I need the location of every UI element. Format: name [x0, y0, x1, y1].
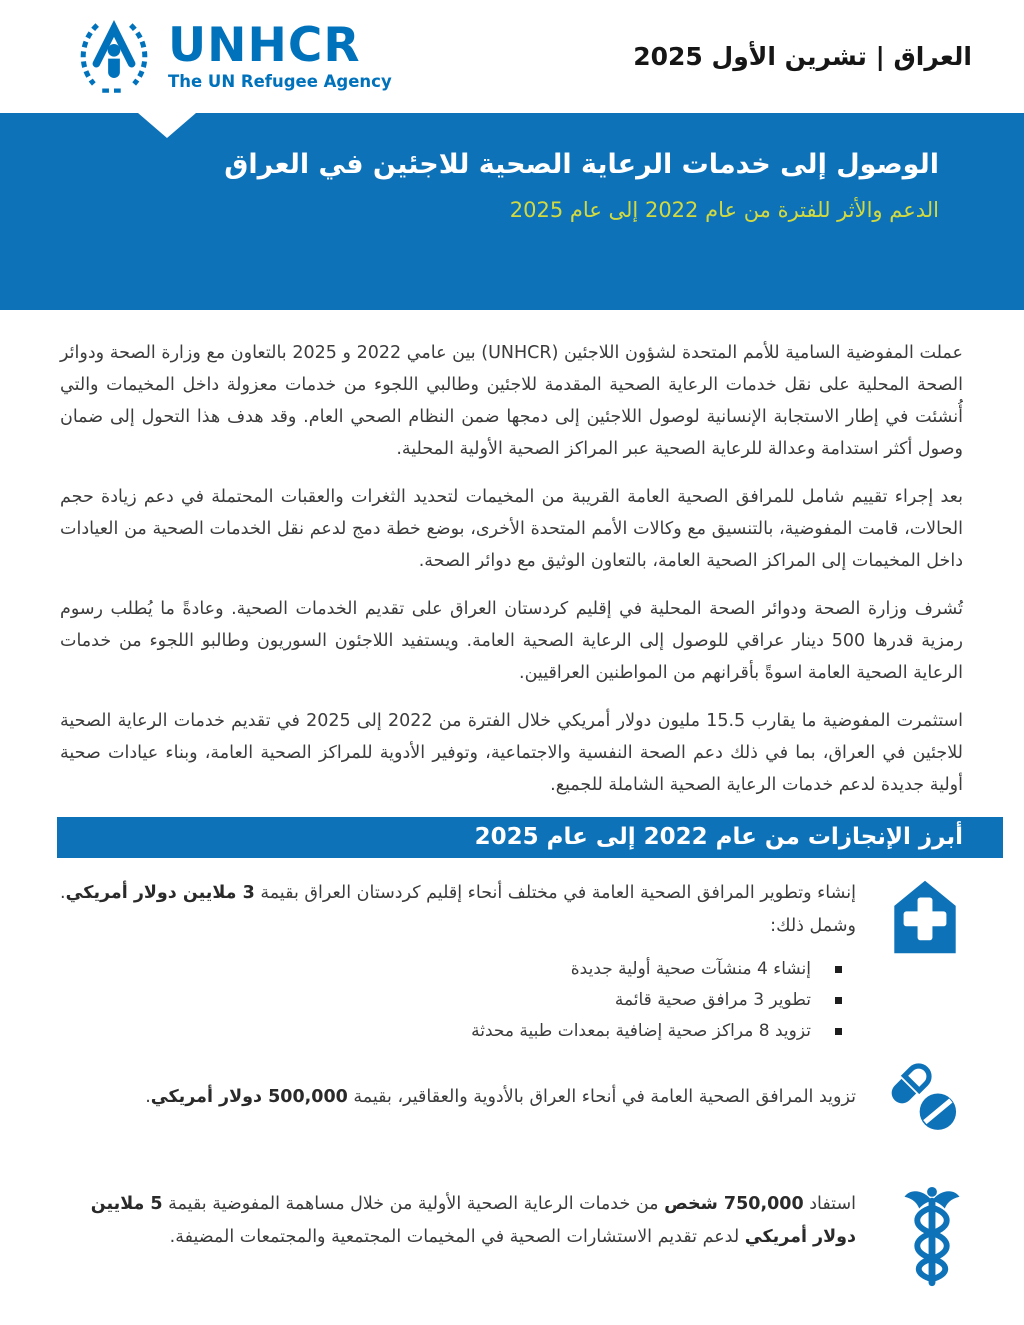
achievement-item-medicines	[60, 1056, 963, 1138]
text-segment: .	[145, 1086, 151, 1107]
bullet-marker	[835, 997, 842, 1004]
achievement-icon-col	[878, 1184, 963, 1292]
text-segment: . وشمل ذلك:	[59, 883, 856, 936]
amount-highlight: 750,000 شخص	[664, 1194, 804, 1214]
text-segment: من خدمات الرعاية الصحية الأولية من خلال مساهمة المفوضية بقيمة	[162, 1194, 665, 1214]
pills-icon	[885, 1056, 963, 1138]
text-segment: لدعم تقديم الاستشارات الصحية في المخيمات المجتمعية والمجتمعات المضيفة.	[169, 1227, 745, 1247]
page-subtitle: الدعم والأثر للفترة من عام 2022 إلى عام 2025	[509, 198, 939, 223]
bullet-marker	[835, 966, 842, 973]
list-item	[60, 954, 842, 984]
bullet-marker	[835, 1028, 842, 1035]
bullet-text: إنشاء 4 منشآت صحية أولية جديدة	[570, 959, 811, 979]
achievement-item-facilities	[60, 877, 963, 1047]
achievement-bullet-list	[60, 954, 856, 1046]
section-header-bar	[57, 817, 1003, 858]
list-item	[60, 1016, 842, 1046]
banner-notch	[138, 113, 196, 138]
achievement-text	[60, 1081, 856, 1114]
paragraph: تُشرف وزارة الصحة ودوائر الصحة المحلية في إقليم كردستان العراق على تقديم الخدمات الصحية. وعادةً ما يُطلب رسوم رمزية قدرها 500 دينار عراقي للوصول إلى الرعاية الصحية العامة. ويستفيد اللاجئون السوريون وطالبو اللجوء من خدمات الرعاية الصحية العامة اسوةً بأقرانهم من المواطنين العراقيين.	[60, 599, 964, 683]
list-item	[60, 985, 842, 1015]
text-segment: إنشاء وتطوير المرافق الصحية العامة في مختلف أنحاء إقليم كردستان العراق بقيمة	[254, 883, 856, 903]
achievement-text	[60, 877, 856, 943]
amount-highlight: 5 ملايين دولار أمريكي	[90, 1194, 856, 1247]
amount-highlight: 3 ملايين دولار أمريكي	[65, 883, 255, 903]
text-segment: استفاد	[803, 1194, 856, 1214]
logo-tagline: The UN Refugee Agency	[168, 72, 392, 91]
text-segment: تزويد المرافق الصحية العامة في أنحاء العراق بالأدوية والعقاقير، بقيمة	[347, 1086, 856, 1107]
hospital-cross-icon	[887, 877, 963, 957]
amount-highlight: 500,000 دولار أمريكي	[150, 1086, 348, 1107]
title-banner	[0, 113, 1024, 310]
bullet-text: تطوير 3 مرافق صحية قائمة	[614, 990, 811, 1010]
caduceus-icon	[901, 1184, 963, 1292]
section-title: أبرز الإنجازات من عام 2022 إلى عام 2025	[474, 824, 963, 850]
bullet-text: تزويد 8 مراكز صحية إضافية بمعدات طبية محدثة	[471, 1021, 811, 1041]
header	[0, 0, 1024, 113]
achievement-icon-col	[878, 877, 963, 1047]
document-body	[0, 310, 1024, 1292]
achievement-icon-col	[878, 1056, 963, 1138]
paragraph: استثمرت المفوضية ما يقارب 15.5 مليون دولار أمريكي خلال الفترة من 2022 إلى 2025 في تقديم خدمات الرعاية الصحية للاجئين في العراق، بما في ذلك دعم الصحة النفسية والاجتماعية، وتوفير الأدوية للمراكز الصحية العامة، وبناء عيادات صحية أولية جديدة لدعم خدمات الرعاية الصحية الشاملة للجميع.	[60, 711, 963, 795]
logo-acronym: UNHCR	[168, 18, 361, 73]
page-title: الوصول إلى خدمات الرعاية الصحية للاجئين في العراق	[224, 149, 939, 180]
achievement-body	[60, 1081, 856, 1114]
achievement-body	[60, 877, 856, 1047]
paragraph: بعد إجراء تقييم شامل للمرافق الصحية العامة القريبة من المخيمات لتحديد الثغرات والعقبات المحتملة في دعم زيادة حجم الحالات، قامت المفوضية، بالتنسيق مع وكالات الأمم المتحدة الأخرى، بوضع خطة دمج لدعم نقل الخدمات الصحية من العيادات داخل المخيمات إلى المراكز الصحية العامة، بالتعاون الوثيق مع دوائر الصحة.	[60, 487, 963, 571]
achievement-text	[60, 1184, 856, 1254]
paragraph: عملت المفوضية السامية للأمم المتحدة لشؤون اللاجئين (UNHCR) بين عامي 2022 و 2025 بالتعاون مع وزارة الصحة ودوائر الصحة المحلية على نقل خدمات الرعاية الصحية المقدمة للاجئين وطالبي اللجوء من خدمات معزولة داخل المخيمات والتي أُنشئت في إطار الاستجابة الإنسانية لوصول اللاجئين إلى دمجها ضمن النظام الصحي العام. وقد هدف هذا التحول إلى ضمان وصول أكثر استدامة وعدالة للرعاية الصحية عبر المراكز الصحية الأولية المحلية.	[60, 343, 963, 459]
country-date-line: العراق | تشرين الأول 2025	[633, 42, 972, 71]
logo-text	[168, 18, 392, 91]
achievement-item-consultations	[60, 1184, 963, 1292]
unhcr-emblem-icon	[72, 14, 156, 100]
achievement-body	[60, 1184, 856, 1292]
unhcr-logo	[72, 14, 392, 100]
